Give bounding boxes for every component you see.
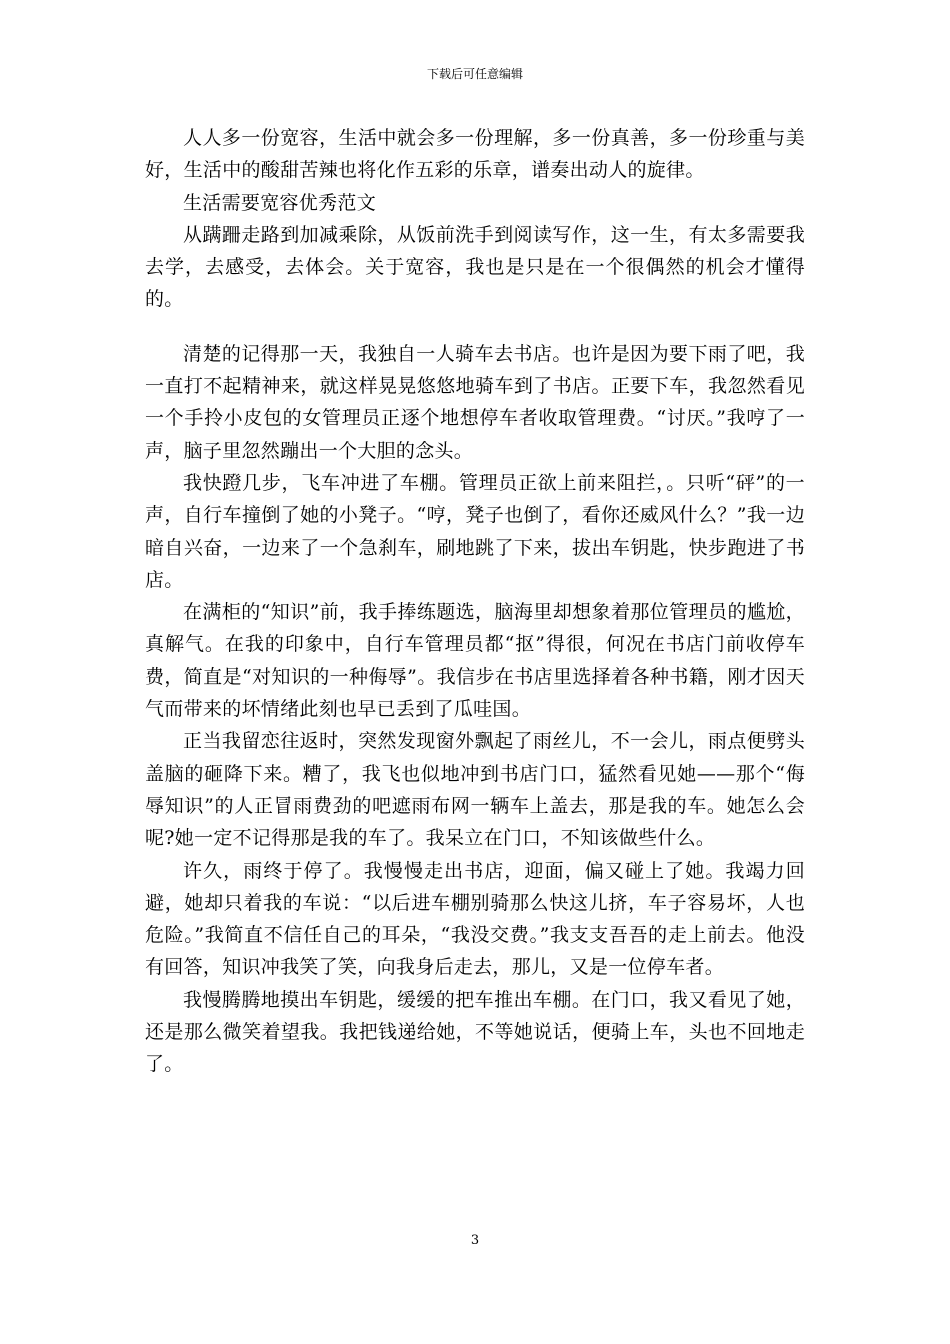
paragraph: 我快蹬几步，飞车冲进了车棚。管理员正欲上前来阻拦，。只听“砰”的一声，自行车撞倒了她的小凳子。“哼，凳子也倒了，看你还威风什么？”我一边暗自兴奋，一边来了一个急刹车，刷地跳了下来，拔出车钥匙，快步跑进了书店。 xyxy=(145,471,805,591)
section-title: 生活需要宽容优秀范文 xyxy=(183,191,377,214)
page-number: 3 xyxy=(470,1233,480,1248)
paragraph: 清楚的记得那一天，我独自一人骑车去书店。也许是因为要下雨了吧，我一直打不起精神来，就这样晃晃悠悠地骑车到了书店。正要下车，我忽然看见一个手拎小皮包的女管理员正逐个地想停车者收取管理费。“讨厌。”我哼了一声，脑子里忽然蹦出一个大胆的念头。 xyxy=(145,342,805,462)
paragraph: 正当我留恋往返时，突然发现窗外飘起了雨丝儿，不一会儿，雨点便劈头盖脑的砸降下来。糟了，我飞也似地冲到书店门口，猛然看见她——那个“侮辱知识”的人正冒雨费劲的吧遮雨布网一辆车上盖去，那是我的车。她怎么会呢?她一定不记得那是我的车了。我呆立在门口，不知该做些什么。 xyxy=(145,730,805,850)
document-body xyxy=(145,122,805,1081)
paragraph: 从蹒跚走路到加减乘除，从饭前洗手到阅读写作，这一生，有太多需要我去学，去感受，去体会。关于宽容，我也是只是在一个很偶然的机会才懂得的。 xyxy=(145,223,805,311)
paragraph: 在满柜的“知识”前，我手捧练题选，脑海里却想象着那位管理员的尴尬，真解气。在我的印象中，自行车管理员都“抠”得很，何况在书店门前收停车费，简直是“对知识的一种侮辱”。我信步在书店里选择着各种书籍，刚才因天气而带来的坏情绪此刻也早已丢到了瓜哇国。 xyxy=(145,601,805,721)
paragraph: 人人多一份宽容，生活中就会多一份理解，多一份真善，多一份珍重与美好，生活中的酸甜苦辣也将化作五彩的乐章，谱奏出动人的旋律。 xyxy=(145,127,805,182)
paragraph: 我慢腾腾地摸出车钥匙，缓缓的把车推出车棚。在门口，我又看见了她，还是那么微笑着望我。我把钱递给她，不等她说话，便骑上车，头也不回地走了。 xyxy=(145,988,805,1076)
paragraph: 许久，雨终于停了。我慢慢走出书店，迎面，偏又碰上了她。我竭力回避，她却只着我的车说：“以后进车棚别骑那么快这儿挤，车子容易坏，人也危险。”我简直不信任自己的耳朵，“我没交费。”我支支吾吾的走上前去。他没有回答，知识冲我笑了笑，向我身后走去，那儿，又是一位停车者。 xyxy=(145,859,805,979)
page-header: 下载后可任意编辑 xyxy=(426,67,523,81)
